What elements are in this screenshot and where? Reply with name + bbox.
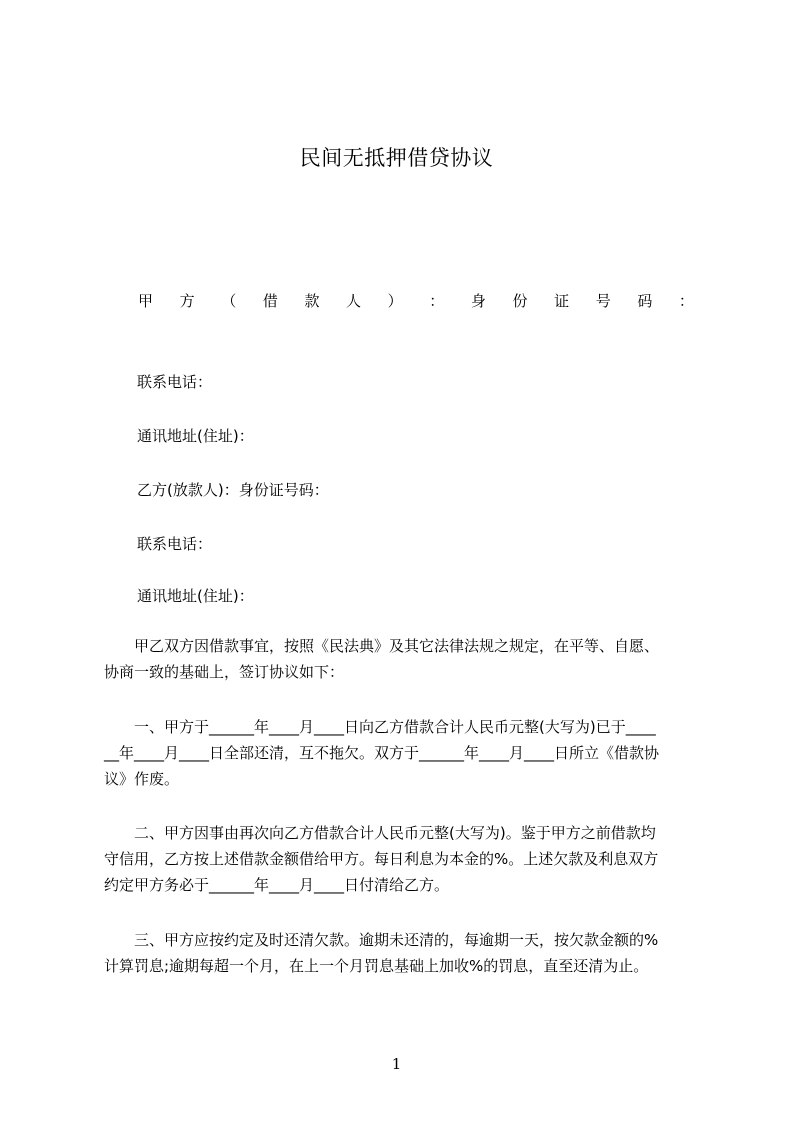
paragraph-line: 协商一致的基础上，签订协议如下： [104, 663, 345, 681]
clause-1-paragraph [104, 714, 700, 792]
paragraph-line: __年____月____日全部还清，互不拖欠。双方于______年____月____日所立《借款协 [104, 744, 660, 762]
page-number: 1 [391, 1055, 402, 1073]
party-a-phone-field: 联系电话： [137, 373, 213, 391]
party-b-phone-field: 联系电话： [137, 535, 213, 553]
party-a-heading-char: 款 [304, 292, 320, 310]
party-b-heading: 乙方(放款人)：身份证号码： [137, 481, 329, 499]
party-b-address-field: 通讯地址(住址)： [137, 587, 254, 605]
document-title: 民间无抵押借贷协议 [299, 146, 494, 170]
paragraph-line: 议》作废。 [104, 770, 180, 788]
party-a-heading-char: 证 [554, 292, 570, 310]
party-a-heading-char: 人 [346, 292, 362, 310]
party-a-heading-char: ） [387, 292, 403, 310]
party-a-heading-char: ： [678, 292, 694, 310]
party-a-heading-char: 借 [262, 292, 278, 310]
clause-3-paragraph [104, 927, 700, 979]
clause-2-paragraph [104, 820, 700, 898]
paragraph-line: 约定甲方务必于______年____月____日付清给乙方。 [104, 876, 450, 894]
paragraph-line: 二、甲方因事由再次向乙方借款合计人民币元整(大写为)。鉴于甲方之前借款均 [104, 824, 656, 842]
party-a-heading-char: ： [429, 292, 445, 310]
party-a-heading [138, 290, 694, 311]
paragraph-line: 三、甲方应按约定及时还清欠款。逾期未还清的，每逾期一天，按欠款金额的% [104, 931, 659, 949]
paragraph-line: 计算罚息;逾期每超一个月，在上一个月罚息基础上加收%的罚息，直至还清为止。 [104, 957, 649, 975]
party-a-heading-char: 码 [637, 292, 653, 310]
paragraph-line: 甲乙双方因借款事宜，按照《民法典》及其它法律法规之规定，在平等、自愿、 [104, 637, 660, 655]
party-a-heading-char: 份 [512, 292, 528, 310]
paragraph-line: 一、甲方于______年____月____日向乙方借款合计人民币元整(大写为)已于____ [104, 718, 656, 736]
party-a-heading-char: 方 [179, 292, 195, 310]
party-a-heading-char: 甲 [138, 292, 154, 310]
party-a-address-field: 通讯地址(住址)： [137, 427, 254, 445]
party-a-heading-char: （ [221, 292, 237, 310]
party-a-heading-char: 号 [595, 292, 611, 310]
paragraph-line: 守信用，乙方按上述借款金额借给甲方。每日利息为本金的%。上述欠款及利息双方 [104, 850, 659, 868]
party-a-heading-char: 身 [470, 292, 486, 310]
intro-paragraph [104, 633, 700, 685]
